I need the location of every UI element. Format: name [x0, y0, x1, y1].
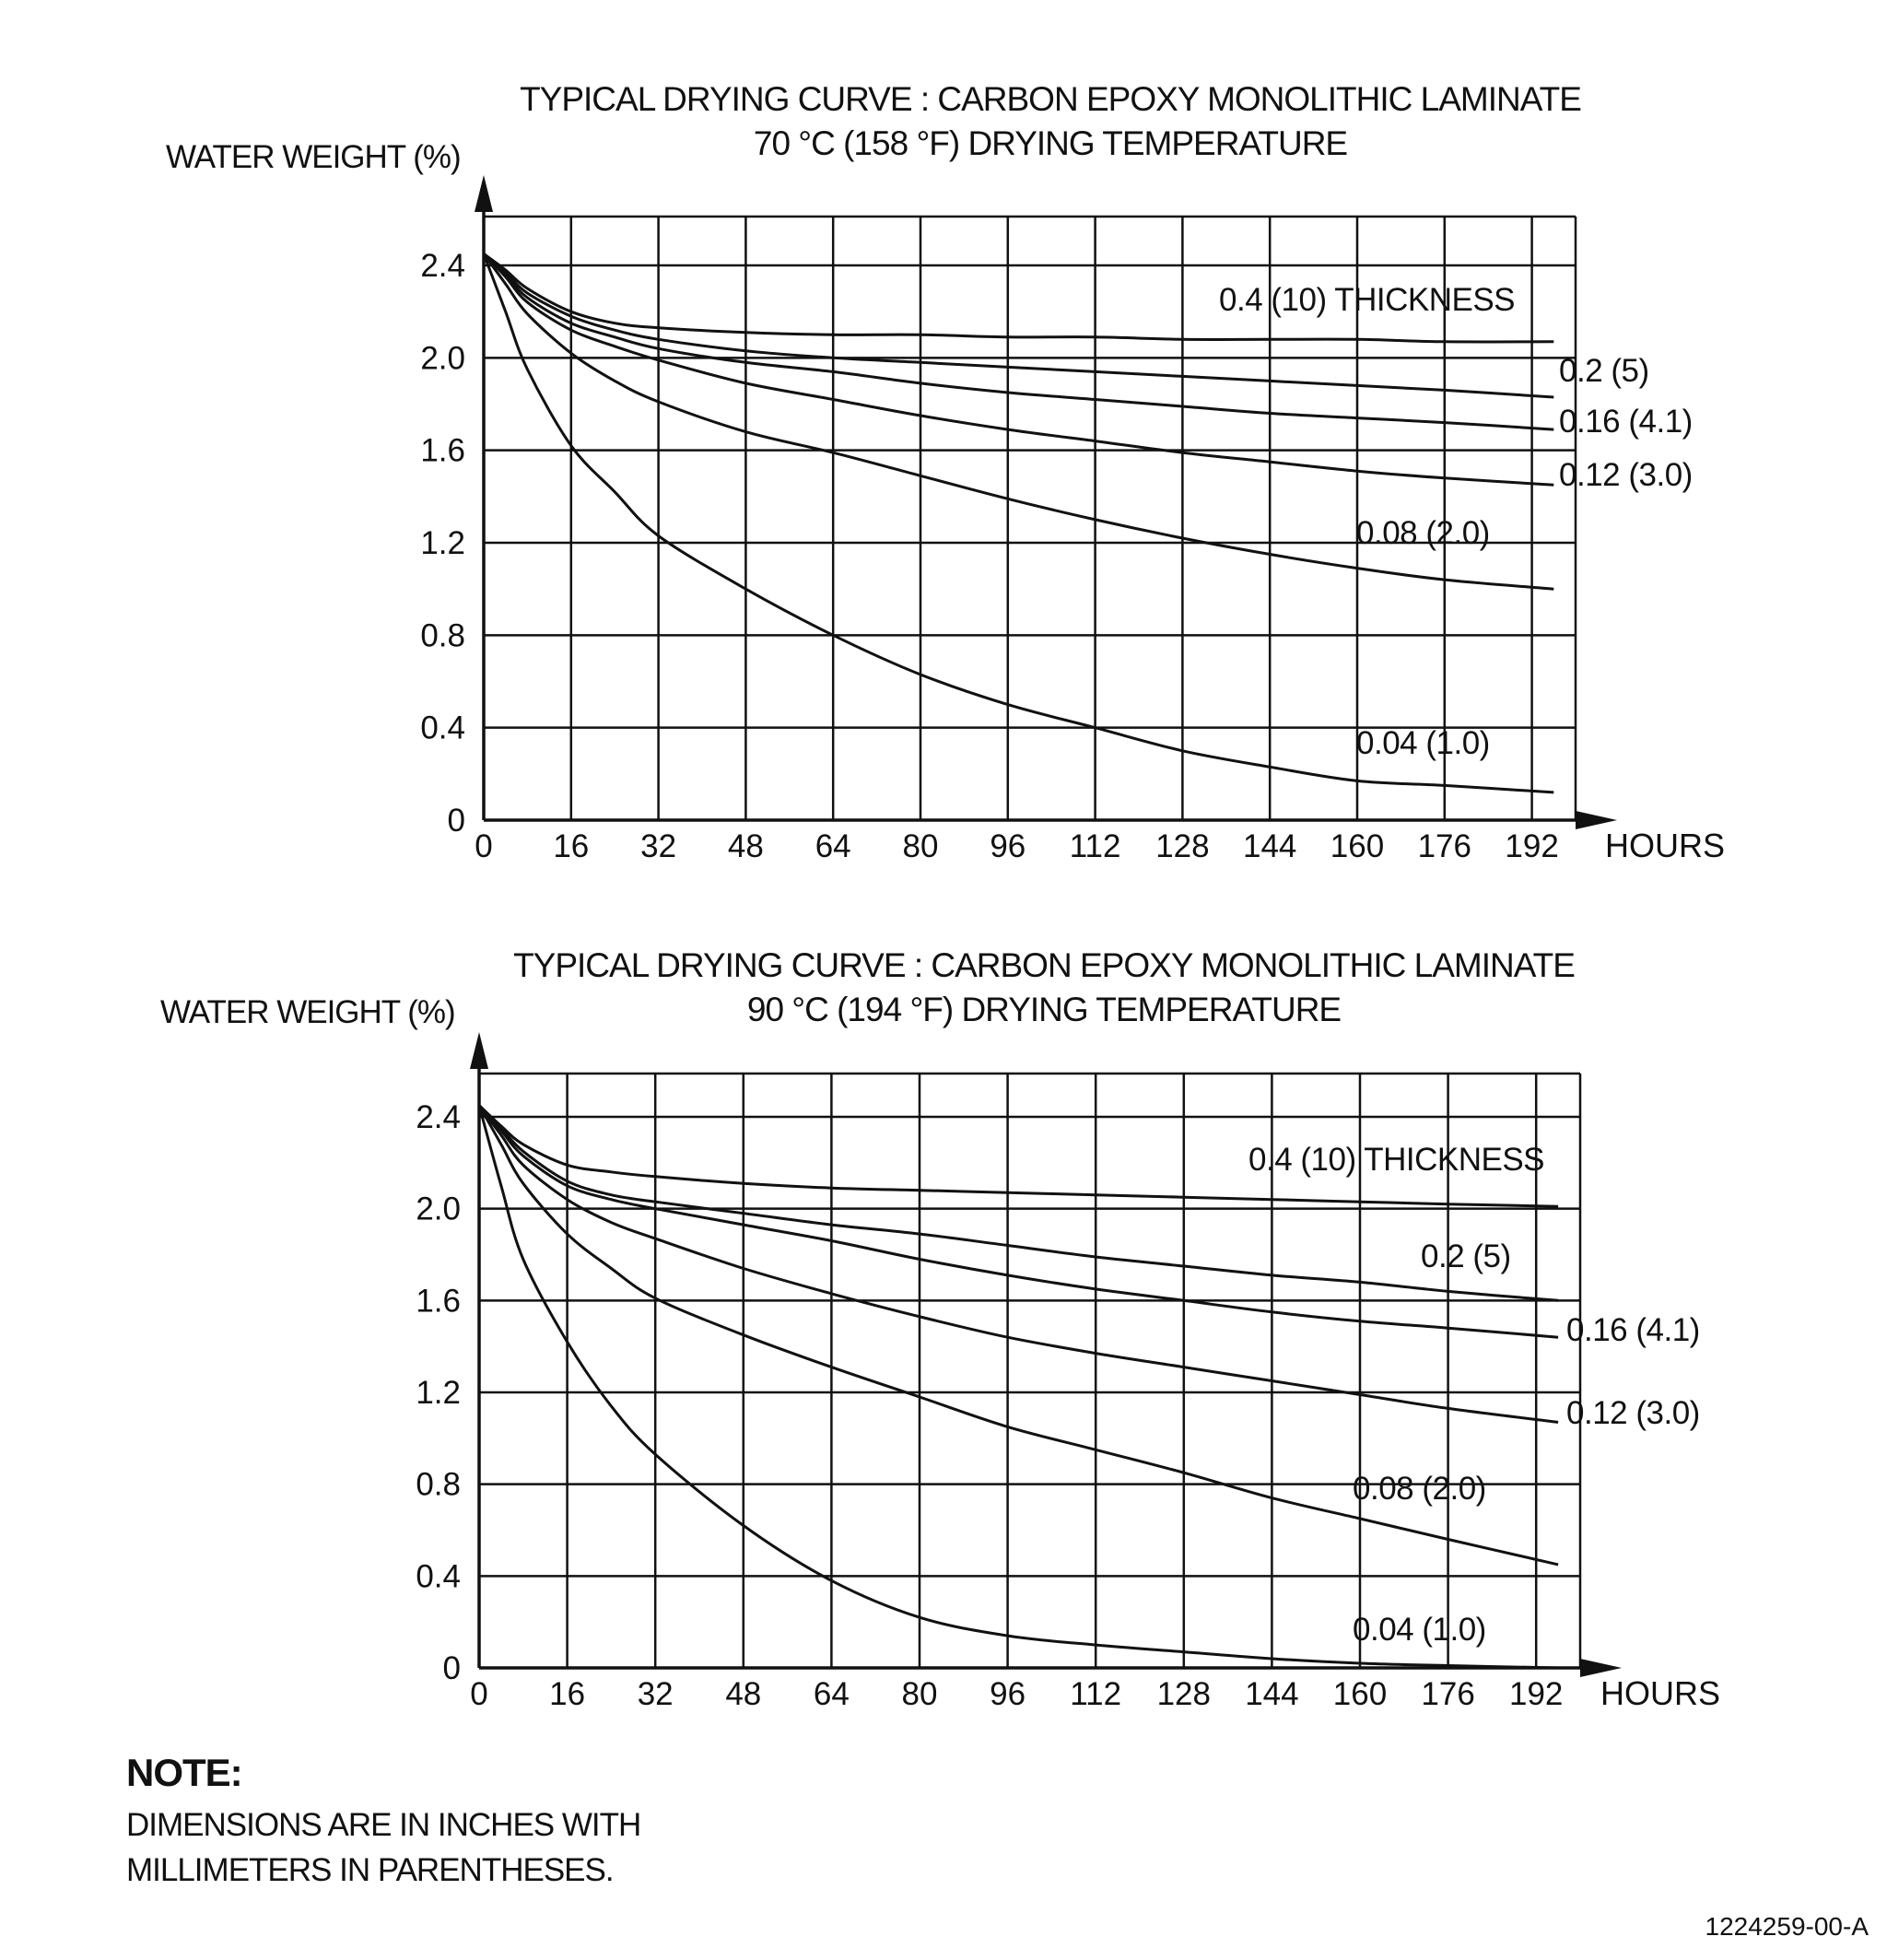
- series-label-5: 0.08 (2.0): [1353, 1471, 1486, 1507]
- drawing-number: 1224259-00-A: [1705, 1912, 1869, 1941]
- x-tick-label: 0: [470, 1676, 488, 1712]
- series-label-3: 0.16 (4.1): [1566, 1312, 1700, 1348]
- y-tick-label: 1.6: [420, 432, 465, 469]
- x-axis-label: HOURS: [1605, 827, 1726, 864]
- y-tick-label: 1.6: [416, 1283, 461, 1320]
- y-tick-label: 2.0: [416, 1191, 461, 1227]
- x-tick-label: 176: [1421, 1676, 1475, 1712]
- chart-2: [160, 946, 1720, 1712]
- chart-title: TYPICAL DRYING CURVE : CARBON EPOXY MONOLITHIC LAMINATE: [520, 80, 1581, 118]
- chart-1: [166, 80, 1725, 864]
- series-line-6: [479, 1106, 1558, 1669]
- x-tick-label: 80: [901, 1676, 938, 1712]
- series-label-4: 0.12 (3.0): [1566, 1395, 1700, 1431]
- x-tick-label: 64: [813, 1676, 850, 1712]
- x-tick-label: 192: [1508, 1676, 1564, 1712]
- x-tick-label: 128: [1156, 1676, 1212, 1712]
- series-label-2: 0.2 (5): [1421, 1238, 1511, 1274]
- y-axis-label: WATER WEIGHT (%): [166, 139, 461, 175]
- series-label-4: 0.12 (3.0): [1559, 457, 1693, 493]
- x-tick-label: 128: [1155, 828, 1210, 864]
- x-tick-label: 96: [990, 1676, 1026, 1712]
- x-tick-label: 144: [1245, 1676, 1299, 1712]
- x-tick-label: 16: [549, 1676, 586, 1712]
- y-tick-label: 2.4: [416, 1099, 461, 1135]
- y-tick-label: 2.0: [420, 340, 465, 377]
- x-axis-label: HOURS: [1600, 1674, 1721, 1712]
- series-line-3: [479, 1106, 1558, 1338]
- y-axis-label: WATER WEIGHT (%): [160, 994, 455, 1030]
- note-heading: NOTE:: [126, 1751, 242, 1794]
- x-tick-label: 176: [1417, 828, 1472, 864]
- series-label-1: 0.4 (10) THICKNESS: [1248, 1142, 1545, 1178]
- y-tick-label: 0.4: [416, 1558, 461, 1595]
- chart-subtitle: 90 °C (194 °F) DRYING TEMPERATURE: [746, 991, 1342, 1028]
- y-tick-label: 1.2: [416, 1375, 461, 1411]
- x-tick-label: 192: [1505, 828, 1559, 864]
- x-tick-label: 160: [1330, 828, 1385, 864]
- x-tick-label: 112: [1070, 1676, 1122, 1712]
- y-tick-label: 0.8: [416, 1466, 461, 1503]
- series-label-1: 0.4 (10) THICKNESS: [1219, 282, 1516, 318]
- x-tick-label: 32: [637, 1676, 674, 1712]
- y-tick-label: 0.4: [420, 710, 465, 746]
- y-tick-label: 0: [447, 803, 465, 839]
- x-tick-label: 112: [1069, 828, 1121, 864]
- series-label-6: 0.04 (1.0): [1353, 1612, 1486, 1648]
- y-axis-arrow: [470, 1032, 488, 1069]
- x-tick-label: 48: [725, 1676, 762, 1712]
- series-label-2: 0.2 (5): [1559, 353, 1649, 389]
- x-tick-label: 48: [727, 828, 764, 864]
- x-tick-label: 32: [640, 828, 677, 864]
- y-tick-label: 1.2: [420, 525, 465, 561]
- note: [126, 1751, 640, 1893]
- x-tick-label: 160: [1332, 1676, 1388, 1712]
- x-tick-label: 96: [990, 828, 1026, 864]
- note-line-1: DIMENSIONS ARE IN INCHES WITH: [126, 1807, 641, 1843]
- y-tick-label: 0: [442, 1650, 461, 1686]
- series-label-6: 0.04 (1.0): [1356, 725, 1490, 761]
- x-tick-label: 144: [1242, 828, 1297, 864]
- y-tick-label: 2.4: [420, 248, 465, 284]
- y-tick-label: 0.8: [420, 617, 465, 654]
- note-line-2: MILLIMETERS IN PARENTHESES.: [126, 1852, 614, 1888]
- chart-subtitle: 70 °C (158 °F) DRYING TEMPERATURE: [753, 124, 1348, 162]
- x-tick-label: 80: [902, 828, 939, 864]
- series-label-3: 0.16 (4.1): [1559, 404, 1693, 440]
- series-label-5: 0.08 (2.0): [1356, 515, 1490, 551]
- y-axis-arrow: [475, 175, 493, 212]
- x-tick-label: 0: [475, 828, 493, 864]
- chart-title: TYPICAL DRYING CURVE : CARBON EPOXY MONOLITHIC LAMINATE: [513, 946, 1575, 984]
- x-tick-label: 64: [815, 828, 851, 864]
- x-tick-label: 16: [553, 828, 590, 864]
